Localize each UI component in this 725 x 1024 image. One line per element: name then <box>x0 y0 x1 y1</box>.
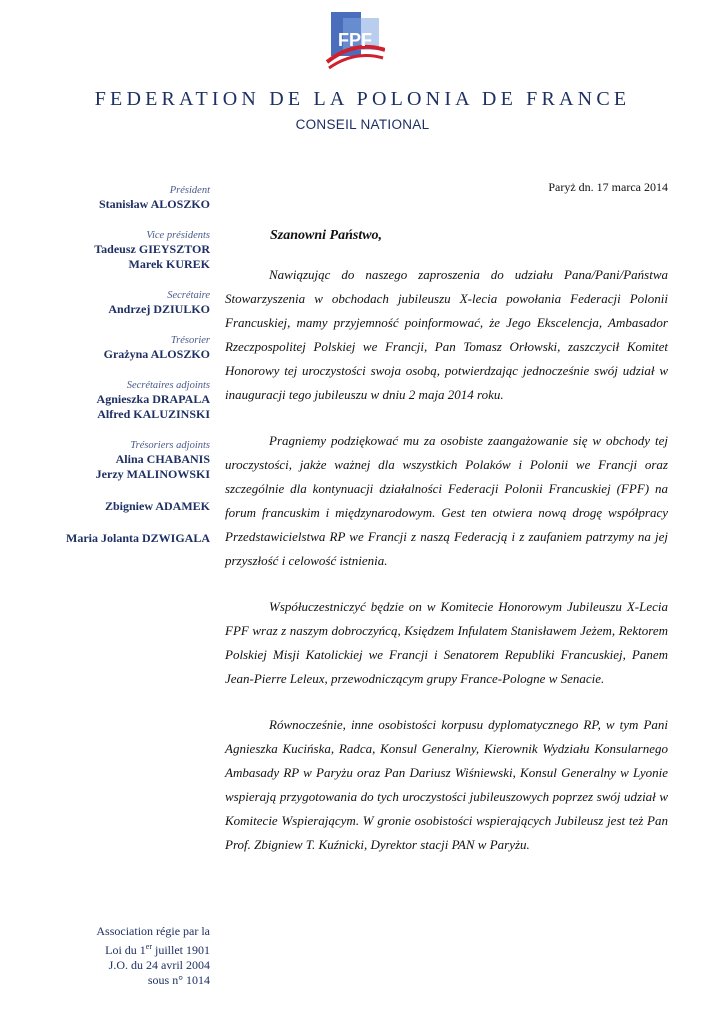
member-name: Andrzej DZIULKO <box>108 302 210 316</box>
member-name: Jerzy MALINOWSKI <box>95 467 210 481</box>
member-name: Tadeusz GIEYSZTOR <box>94 242 210 256</box>
letter-greeting: Szanowni Państwo, <box>270 228 383 243</box>
letter-paragraph: Pragniemy podziękować mu za osobiste zaangażowanie się w obchody tej uroczystości, jakże ważnej dla wszystkich Polaków i Polonii we Francji oraz szczególnie dla kontynuacji działalności Federacji Polonii Francuskiej (FPF) na forum francuskim i międzynarodowym. Gest ten otwiera nową drogę współpracy Przedstawicielstwa RP we Francji z naszą Federacją i z zaufaniem patrzymy na jej przyszłość i celowość istnienia. <box>225 433 668 568</box>
organization-subtitle: CONSEIL NATIONAL <box>295 117 430 132</box>
role-label: Secrétaires adjoints <box>126 380 210 391</box>
role-label: Président <box>169 185 210 196</box>
board-group-deputy-treasurers <box>40 439 210 482</box>
board-group-secretary <box>40 289 210 317</box>
association-legal-footer <box>40 924 210 988</box>
board-group-vice-presidents <box>40 229 210 272</box>
member-name: Stanisław ALOSZKO <box>98 197 210 211</box>
letter-body <box>225 263 668 879</box>
board-group-deputy-secretaries <box>40 379 210 422</box>
board-group-member <box>40 531 210 546</box>
letter-date: Paryż dn. 17 marca 2014 <box>548 180 668 194</box>
member-name: Alfred KALUZINSKI <box>97 407 210 421</box>
footer-line: J.O. du 24 avril 2004 <box>108 958 210 972</box>
board-group-treasurer <box>40 334 210 362</box>
board-members-sidebar <box>40 184 210 563</box>
organization-title: FEDERATION DE LA POLONIA DE FRANCE <box>94 88 631 110</box>
member-name: Zbigniew ADAMEK <box>104 499 210 513</box>
role-label: Trésorier <box>170 335 210 346</box>
letter-paragraph: Równocześnie, inne osobistości korpusu dyplomatycznego RP, w tym Pani Agnieszka Kucińska, Radca, Konsul Generalny, Kierownik Wydziału Konsularnego Ambasady RP w Paryżu oraz Pan Dariusz Wiśniewski, Konsul Generalny w Lyonie wspierają przygotowania do tych uroczystości jubileuszowych poprzez swój udział w Komitecie Wspierającym. W gronie osobistości wspierających Jubileusz jest też Pan Prof. Zbigniew T. Kuźnicki, Dyrektor stacji PAN w Paryżu. <box>225 717 668 852</box>
member-name: Marek KUREK <box>128 257 210 271</box>
member-name: Maria Jolanta DZWIGALA <box>66 531 210 545</box>
fpf-logo <box>325 10 385 70</box>
svg-text:FPF: FPF <box>338 30 372 50</box>
letter-paragraph: Nawiązując do naszego zaproszenia do udziału Pana/Pani/Państwa Stowarzyszenia w obchodach jubileuszu X-lecia powołania Federacji Polonii Francuskiej, mamy przyjemność poinformować, że Jego Ekscelencja, Ambasador Rzeczpospolitej Polskiej we Francji, Pan Tomasz Orłowski, zaszczycił Komitet Honorowy tej uroczystości swoja osobą, potwierdzając jednocześnie swój udział w inauguracji tego jubileuszu w dniu 2 maja 2014 roku. <box>225 267 668 402</box>
role-label: Trésoriers adjoints <box>130 440 210 451</box>
member-name: Grażyna ALOSZKO <box>103 347 210 361</box>
member-name: Alina CHABANIS <box>115 452 210 466</box>
board-group-president <box>40 184 210 212</box>
footer-line: sous n° 1014 <box>147 973 210 987</box>
member-name: Agnieszka DRAPALA <box>96 392 210 406</box>
footer-line: Association régie par la <box>96 924 210 938</box>
role-label: Secrétaire <box>167 290 210 301</box>
footer-line: Loi du 1er juillet 1901 <box>105 942 210 957</box>
board-group-member <box>40 499 210 514</box>
letter-paragraph: Współuczestniczyć będzie on w Komitecie Honorowym Jubileuszu X-Lecia FPF wraz z naszym dobroczyńcą, Księdzem Infulatem Stanisławem Jeżem, Rektorem Polskiej Misji Katolickiej we Francji i Senatorem Republiki Francuskiej, Panem Jean-Pierre Leleux, przewodniczącym grupy France-Pologne w Senacie. <box>225 599 668 686</box>
role-label: Vice présidents <box>146 230 210 241</box>
